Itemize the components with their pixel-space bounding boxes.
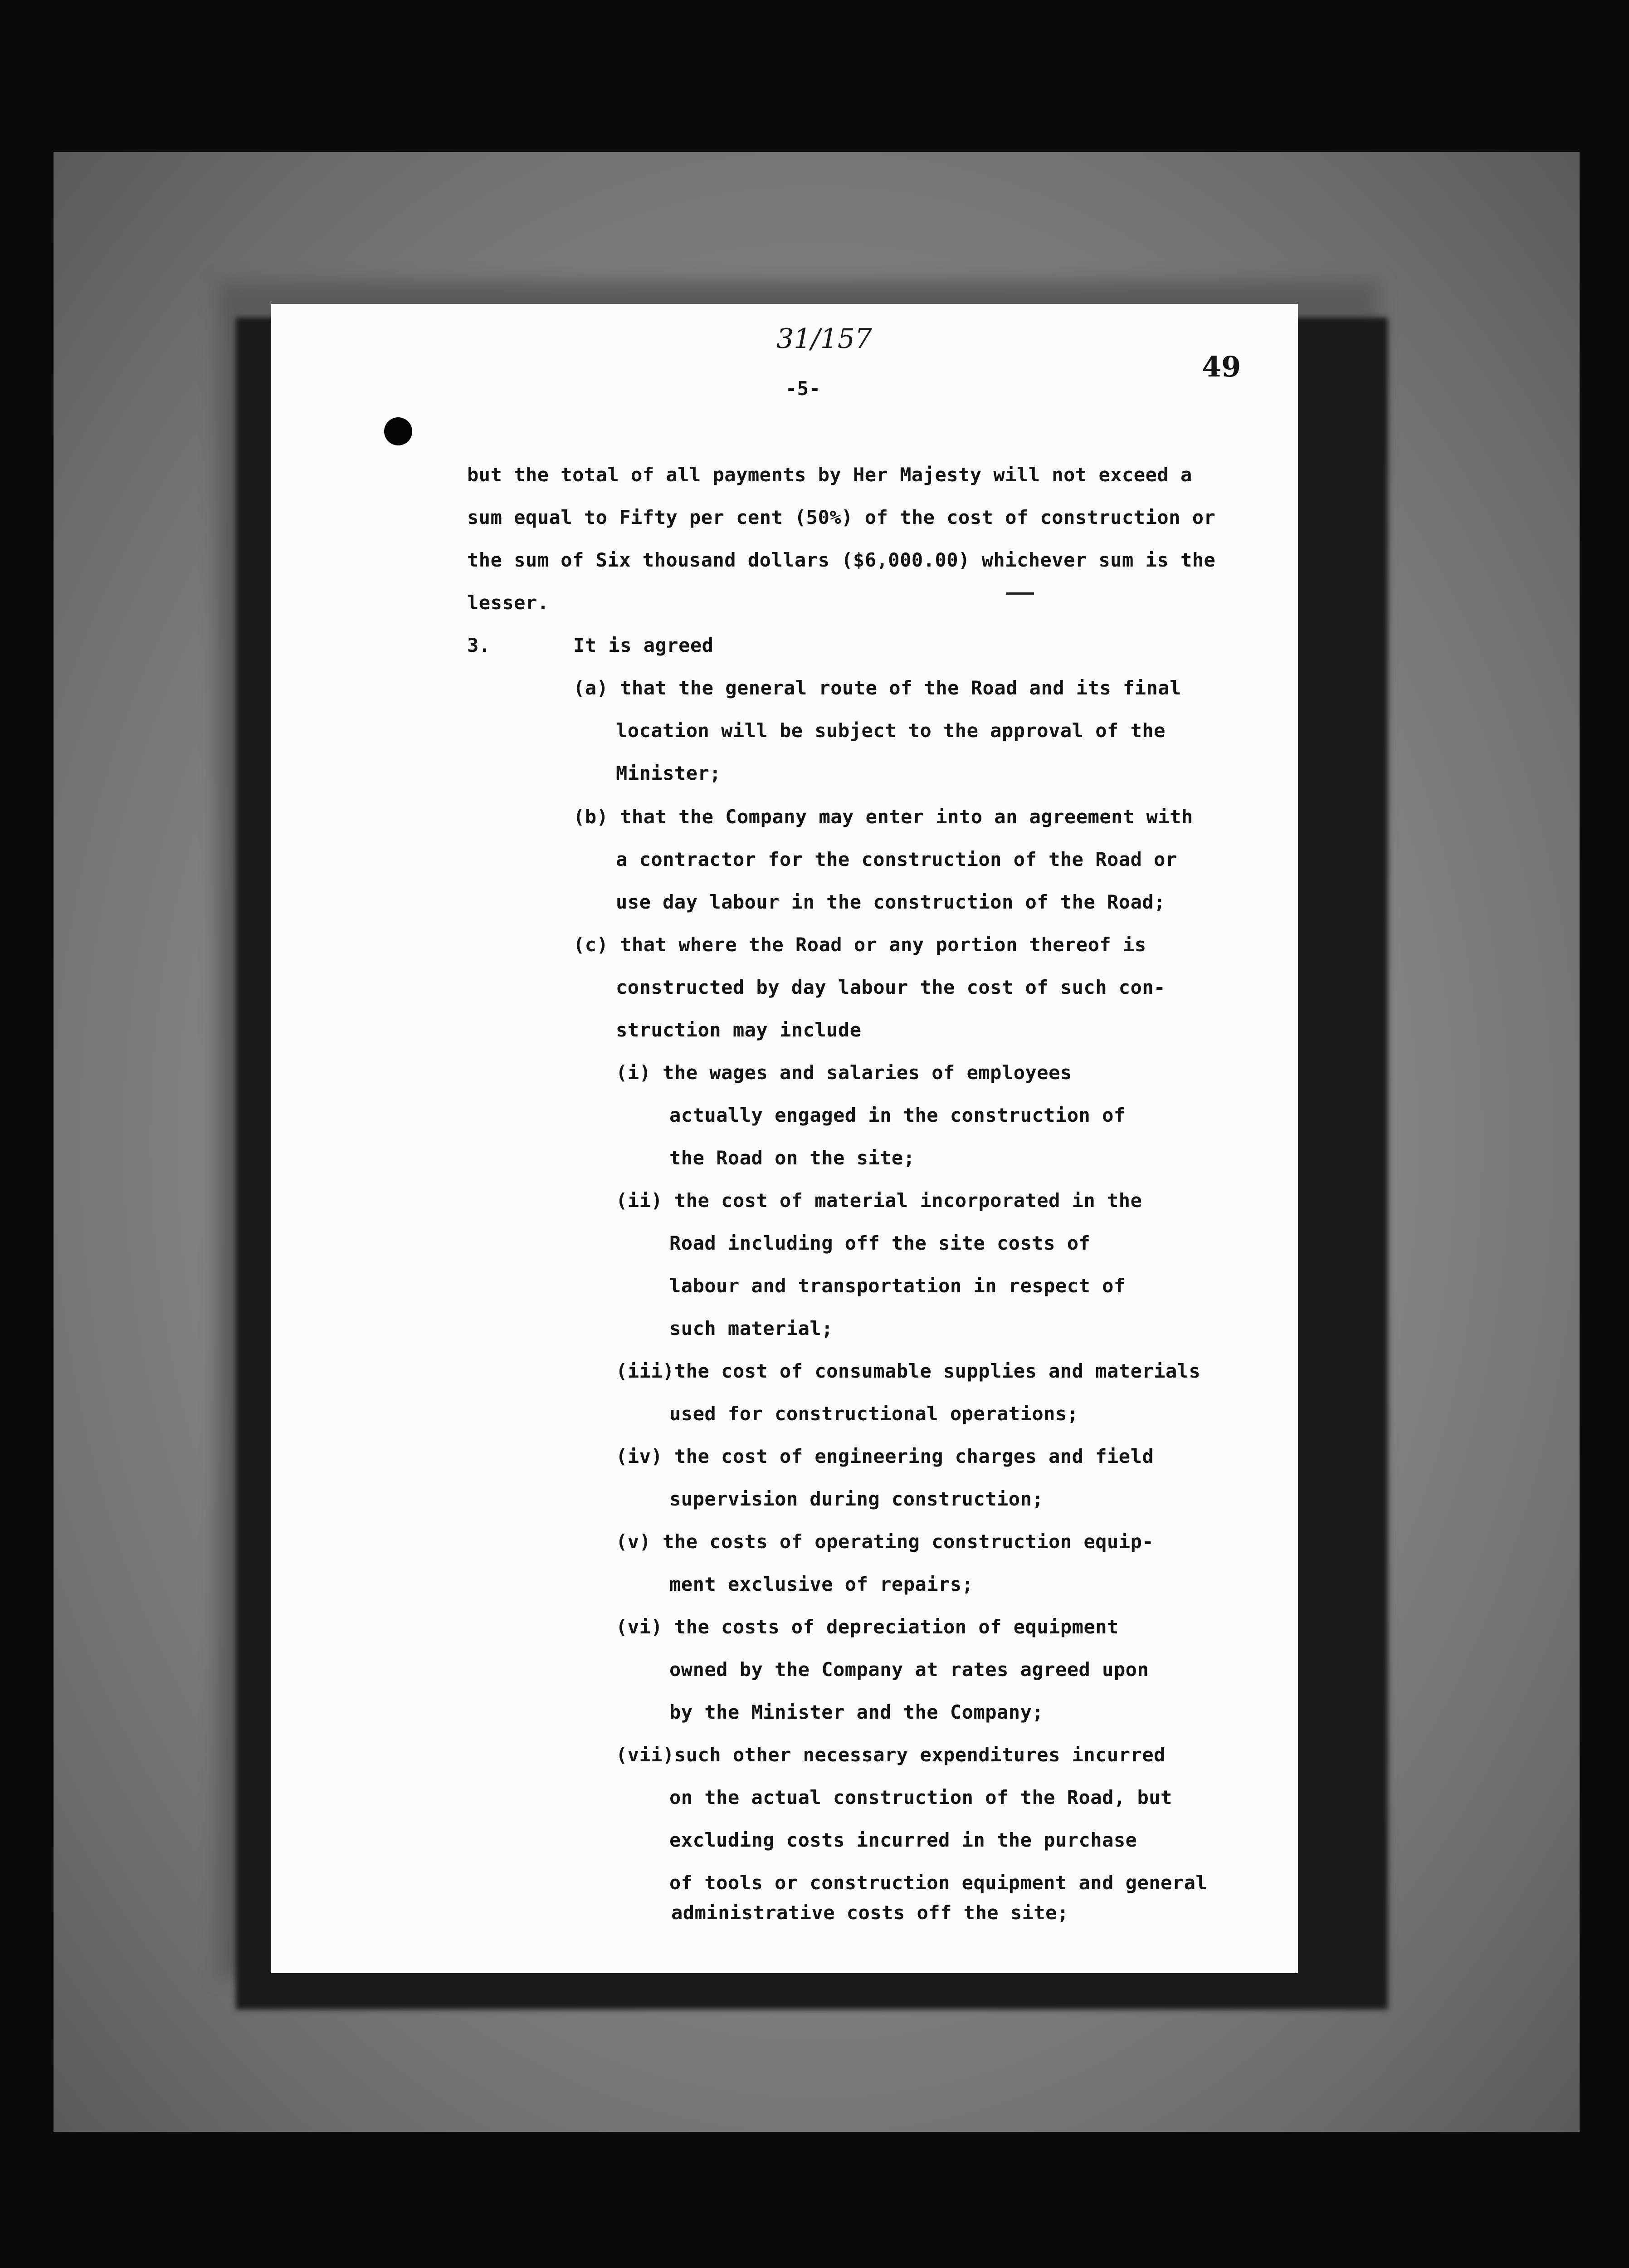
- handwritten-reference: 31/157: [776, 323, 873, 355]
- section-heading: It is agreed: [573, 634, 714, 656]
- clause-a-cont: location will be subject to the approval of the: [616, 719, 1166, 742]
- clause-c: (c) that where the Road or any portion thereof is: [573, 934, 1146, 956]
- clause-b-cont: use day labour in the construction of the Road;: [616, 891, 1166, 913]
- item-vii-cont: excluding costs incurred in the purchase: [669, 1829, 1137, 1851]
- item-i-cont: actually engaged in the construction of: [669, 1104, 1126, 1126]
- body-line: the sum of Six thousand dollars ($6,000.00) whichever sum is the: [467, 549, 1216, 571]
- page-marker: -5-: [785, 377, 821, 400]
- item-vi-cont: owned by the Company at rates agreed upon: [669, 1658, 1149, 1681]
- item-v: (v) the costs of operating construction equip-: [616, 1530, 1154, 1553]
- body-line: lesser.: [467, 591, 549, 614]
- item-iii-cont: used for constructional operations;: [669, 1403, 1079, 1425]
- item-ii-cont: such material;: [669, 1317, 834, 1339]
- item-vii-cont: of tools or construction equipment and general: [669, 1872, 1208, 1894]
- clause-a: (a) that the general route of the Road and its final: [573, 677, 1181, 699]
- item-iv: (iv) the cost of engineering charges and field: [616, 1445, 1154, 1467]
- clause-b: (b) that the Company may enter into an agreement with: [573, 806, 1193, 828]
- item-ii-cont: labour and transportation in respect of: [669, 1275, 1126, 1297]
- item-vii-cont: on the actual construction of the Road, but: [669, 1786, 1172, 1809]
- stray-mark: [1006, 592, 1034, 595]
- clause-c-cont: struction may include: [616, 1019, 862, 1041]
- item-i: (i) the wages and salaries of employees: [616, 1061, 1072, 1084]
- clause-c-cont: constructed by day labour the cost of such con-: [616, 976, 1166, 998]
- body-line: sum equal to Fifty per cent (50%) of the cost of construction or: [467, 506, 1216, 528]
- item-iv-cont: supervision during construction;: [669, 1488, 1044, 1510]
- item-vi-cont: by the Minister and the Company;: [669, 1701, 1044, 1723]
- item-i-cont: the Road on the site;: [669, 1147, 915, 1169]
- clause-b-cont: a contractor for the construction of the Road or: [616, 848, 1177, 870]
- item-vii-cont: administrative costs off the site;: [671, 1901, 1069, 1924]
- item-iii: (iii)the cost of consumable supplies and materials: [616, 1360, 1201, 1382]
- body-line: but the total of all payments by Her Majesty will not exceed a: [467, 464, 1192, 486]
- item-vii: (vii)such other necessary expenditures incurred: [616, 1744, 1166, 1766]
- folio-number: 49: [1202, 350, 1241, 383]
- clause-a-cont: Minister;: [616, 762, 722, 784]
- punch-hole: [384, 417, 412, 445]
- item-vi: (vi) the costs of depreciation of equipment: [616, 1616, 1119, 1638]
- item-ii-cont: Road including off the site costs of: [669, 1232, 1091, 1254]
- item-v-cont: ment exclusive of repairs;: [669, 1573, 974, 1595]
- section-number: 3.: [467, 634, 491, 656]
- item-ii: (ii) the cost of material incorporated in the: [616, 1189, 1142, 1212]
